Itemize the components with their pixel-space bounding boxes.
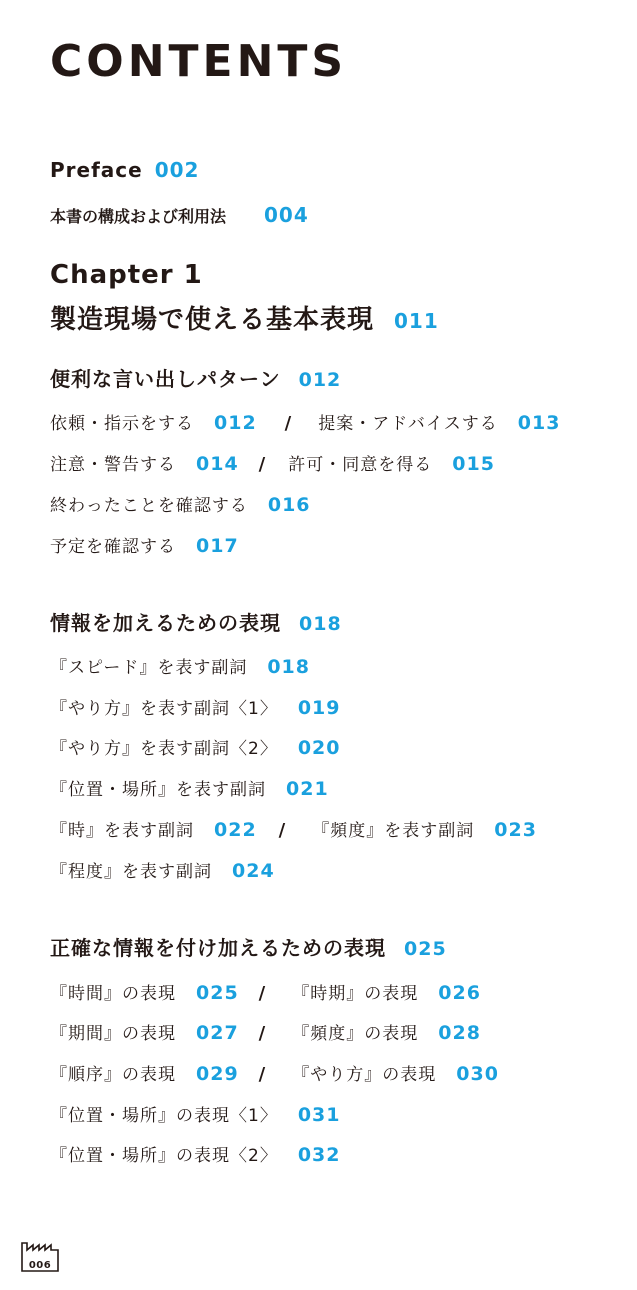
toc-item[interactable] — [50, 414, 560, 433]
item-label: 『時期』の表現 — [292, 984, 419, 1004]
toc-item[interactable] — [50, 862, 275, 881]
page-number-badge — [21, 1238, 59, 1272]
item-page: 023 — [494, 819, 537, 841]
howto-page: 004 — [264, 203, 309, 227]
toc-item[interactable] — [50, 455, 495, 474]
chapter-label: Chapter 1 — [50, 260, 203, 290]
item-page: 021 — [286, 778, 329, 800]
item-page: 015 — [452, 453, 495, 475]
item-label: 『頻度』の表現 — [292, 1024, 419, 1044]
section1-heading: 便利な言い出しパターン — [50, 367, 281, 391]
toc-item[interactable] — [50, 496, 311, 515]
item-page: 022 — [214, 819, 257, 841]
preface-label: Preface — [50, 158, 143, 182]
item-page: 029 — [196, 1063, 239, 1085]
section2-heading: 情報を加えるための表現 — [50, 611, 281, 635]
page-title: CONTENTS — [50, 36, 348, 87]
item-label: 予定を確認する — [50, 537, 176, 557]
item-page: 017 — [196, 535, 239, 557]
item-page: 019 — [297, 697, 341, 719]
separator: / — [258, 1023, 267, 1044]
item-page: 016 — [267, 494, 311, 516]
item-label: 提案・アドバイスする — [318, 414, 498, 434]
item-label: 『期間』の表現 — [50, 1024, 176, 1044]
toc-item[interactable] — [50, 658, 310, 677]
toc-item[interactable] — [50, 984, 481, 1003]
page-number: 006 — [28, 1260, 52, 1271]
item-label: 『位置・場所』を表す副詞 — [50, 780, 266, 800]
preface-page: 002 — [154, 158, 200, 182]
item-label: 『程度』を表す副詞 — [50, 862, 212, 882]
toc-item[interactable] — [50, 1024, 481, 1043]
item-page: 025 — [196, 982, 239, 1004]
item-page: 020 — [297, 737, 341, 759]
toc-preface[interactable] — [50, 160, 199, 180]
item-page: 032 — [297, 1144, 341, 1166]
item-label: 『位置・場所』の表現〈2〉 — [50, 1146, 278, 1166]
toc-howto[interactable] — [50, 203, 309, 227]
separator: / — [284, 413, 293, 434]
howto-label: 本書の構成および利用法 — [50, 207, 227, 226]
item-label: 『スピード』を表す副詞 — [50, 658, 248, 678]
toc-section3[interactable] — [50, 938, 447, 960]
item-page: 030 — [456, 1063, 499, 1085]
item-label: 『時間』の表現 — [50, 984, 176, 1004]
item-page: 014 — [196, 453, 239, 475]
section3-heading: 正確な情報を付け加えるための表現 — [50, 936, 386, 960]
item-page: 026 — [438, 982, 481, 1004]
item-page: 013 — [517, 412, 561, 434]
item-label: 終わったことを確認する — [50, 496, 248, 516]
toc-item[interactable] — [50, 1065, 499, 1084]
toc-item[interactable] — [50, 821, 537, 840]
toc-item[interactable] — [50, 1106, 341, 1125]
item-label: 『やり方』を表す副詞〈2〉 — [50, 739, 278, 759]
item-label: 許可・同意を得る — [288, 455, 433, 475]
chapter-page: 011 — [394, 309, 439, 333]
separator: / — [278, 820, 287, 841]
toc-item[interactable] — [50, 1146, 341, 1165]
toc-item[interactable] — [50, 537, 239, 556]
item-label: 『時』を表す副詞 — [50, 821, 194, 841]
section1-page: 012 — [298, 369, 342, 391]
item-page: 012 — [214, 412, 257, 434]
separator: / — [258, 454, 267, 475]
section2-page: 018 — [299, 613, 342, 635]
chapter-title: 製造現場で使える基本表現 — [50, 305, 375, 335]
toc-item[interactable] — [50, 739, 341, 758]
item-label: 『位置・場所』の表現〈1〉 — [50, 1106, 278, 1126]
item-page: 027 — [196, 1022, 239, 1044]
toc-item[interactable] — [50, 699, 341, 718]
item-label: 『やり方』を表す副詞〈1〉 — [50, 699, 278, 719]
item-page: 024 — [232, 860, 275, 882]
item-label: 依頼・指示をする — [50, 414, 194, 434]
item-page: 028 — [438, 1022, 481, 1044]
item-label: 『順序』の表現 — [50, 1065, 176, 1085]
separator: / — [258, 983, 267, 1004]
toc-section1[interactable] — [50, 369, 341, 391]
toc-item[interactable] — [50, 780, 329, 799]
toc-chapter-title[interactable] — [50, 307, 439, 333]
toc-section2[interactable] — [50, 613, 342, 635]
item-page: 031 — [297, 1104, 341, 1126]
factory-icon — [21, 1238, 59, 1272]
item-label: 『頻度』を表す副詞 — [312, 821, 475, 841]
item-page: 018 — [267, 656, 310, 678]
section3-page: 025 — [404, 938, 447, 960]
item-label: 注意・警告する — [50, 455, 176, 475]
item-label: 『やり方』の表現 — [292, 1065, 437, 1085]
separator: / — [258, 1064, 267, 1085]
